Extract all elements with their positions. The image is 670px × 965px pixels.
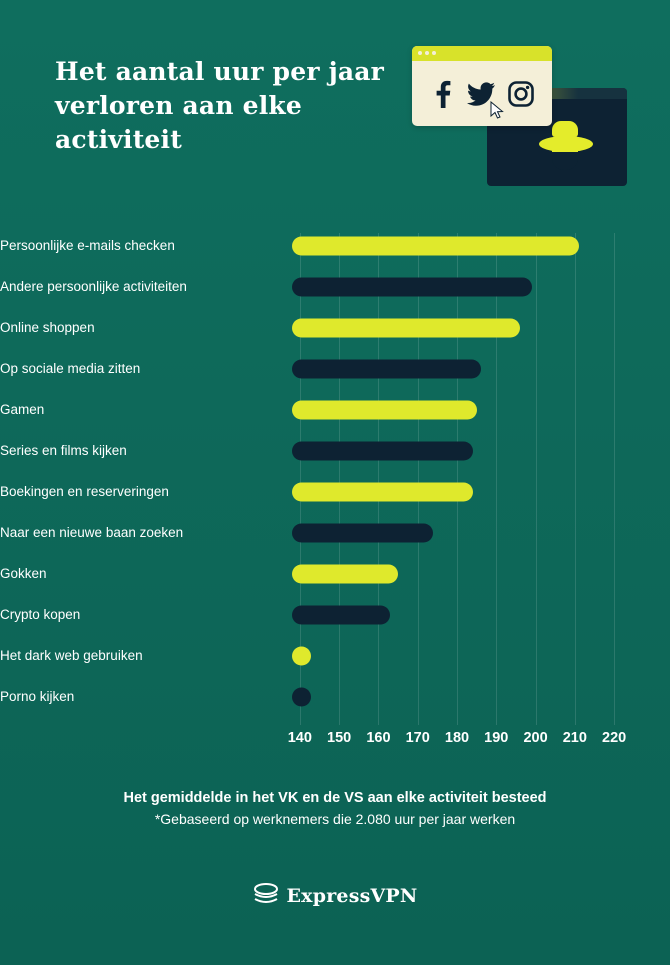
bar [292, 318, 520, 337]
chart-row [0, 430, 670, 471]
bar-container [292, 605, 390, 624]
bar [292, 359, 481, 378]
chart-row [0, 348, 670, 389]
bar [292, 564, 398, 583]
bar-label: Online shoppen [0, 320, 95, 335]
bar [292, 400, 477, 419]
window-dots [418, 51, 436, 55]
bar [292, 646, 311, 665]
chart-row [0, 594, 670, 635]
bar-label: Porno kijken [0, 689, 75, 704]
bar [292, 236, 579, 255]
bar [292, 523, 433, 542]
bar-container [292, 236, 579, 255]
bar-container [292, 318, 520, 337]
cursor-icon [490, 101, 504, 119]
bar-label: Persoonlijke e-mails checken [0, 238, 175, 253]
bar-label: Gokken [0, 566, 47, 581]
bar-label: Op sociale media zitten [0, 361, 141, 376]
chart-row [0, 389, 670, 430]
axis-tick-label: 200 [523, 730, 548, 746]
front-window-titlebar [412, 46, 552, 61]
chart-row [0, 307, 670, 348]
bar-container [292, 646, 311, 665]
page-title: Het aantal uur per jaar verloren aan elke activiteit [55, 57, 385, 154]
bar-container [292, 687, 311, 706]
bar [292, 605, 390, 624]
bar-container [292, 564, 398, 583]
chart-row [0, 266, 670, 307]
bar-container [292, 523, 433, 542]
bar-container [292, 482, 473, 501]
facebook-icon [430, 80, 454, 108]
expressvpn-mark-icon [253, 880, 279, 911]
bar-container [292, 400, 477, 419]
axis-tick-label: 190 [484, 730, 509, 746]
brand-name: ExpressVPN [286, 884, 418, 907]
spy-hat-crown [552, 121, 578, 137]
bar-label: Boekingen en reserveringen [0, 484, 169, 499]
bar-label: Het dark web gebruiken [0, 648, 143, 663]
bar-container [292, 359, 481, 378]
axis-tick-label: 160 [366, 730, 391, 746]
axis-tick-label: 140 [287, 730, 312, 746]
chart-row [0, 225, 670, 266]
spy-icon [535, 128, 597, 176]
x-axis [287, 730, 627, 754]
axis-tick-label: 170 [405, 730, 430, 746]
front-window [412, 46, 552, 126]
bar [292, 687, 311, 706]
brand-logo [0, 880, 670, 911]
bar [292, 277, 532, 296]
footer-line-2: *Gebaseerd op werknemers die 2.080 uur per jaar werken [154, 811, 516, 827]
axis-tick-label: 210 [562, 730, 587, 746]
bar-label: Naar een nieuwe baan zoeken [0, 525, 184, 540]
bar-label: Gamen [0, 402, 45, 417]
chart-rows [0, 225, 670, 717]
instagram-icon [508, 81, 534, 107]
bar-label: Crypto kopen [0, 607, 81, 622]
bar-label: Series en films kijken [0, 443, 127, 458]
social-icons [412, 61, 552, 126]
chart-row [0, 512, 670, 553]
bar [292, 482, 473, 501]
chart-row [0, 635, 670, 676]
chart-row [0, 553, 670, 594]
chart-row [0, 471, 670, 512]
bar-container [292, 277, 532, 296]
axis-tick-label: 220 [602, 730, 627, 746]
spy-face [552, 150, 578, 170]
axis-tick-label: 150 [327, 730, 352, 746]
illustration [412, 46, 627, 191]
footer-line-1: Het gemiddelde in het VK en de VS aan elke activiteit besteed [123, 790, 547, 806]
axis-tick-label: 180 [444, 730, 470, 746]
bar [292, 441, 473, 460]
header [55, 55, 395, 157]
footer [0, 790, 670, 827]
bar-container [292, 441, 473, 460]
chart-row [0, 676, 670, 717]
bar-label: Andere persoonlijke activiteiten [0, 279, 187, 294]
bar-chart [0, 225, 670, 755]
